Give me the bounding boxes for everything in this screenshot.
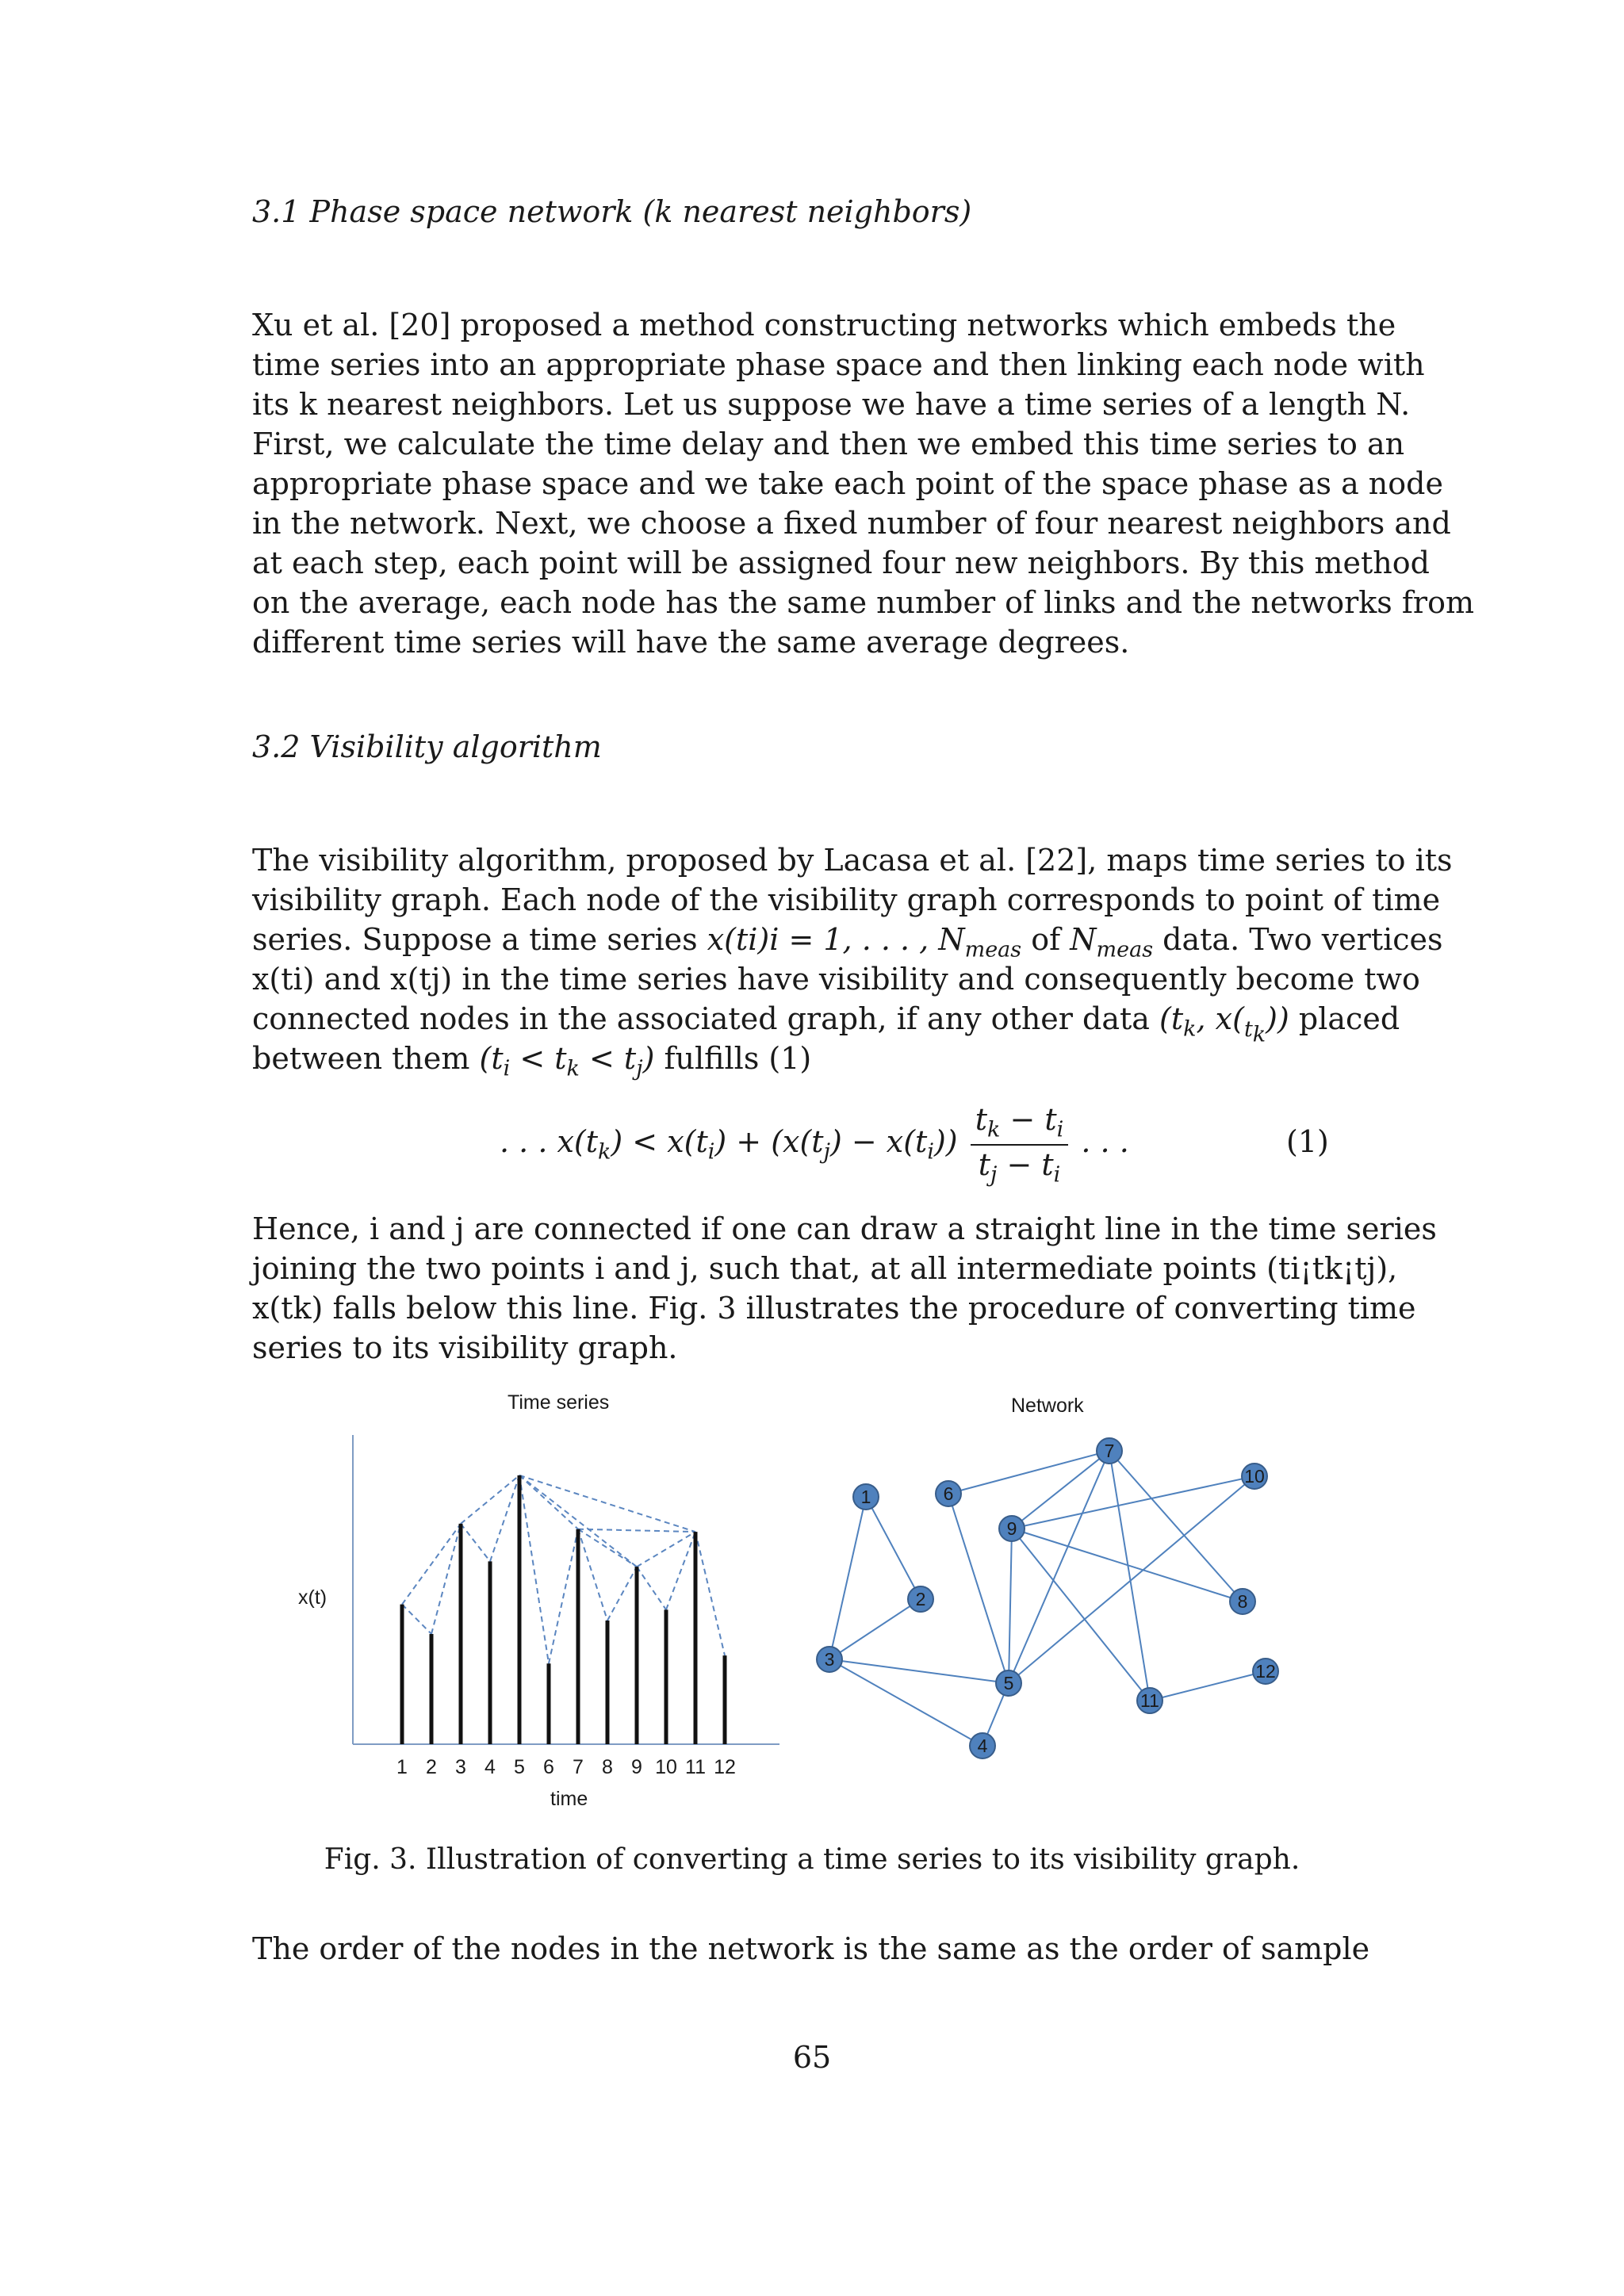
node-label: 7 xyxy=(1104,1441,1115,1461)
text-fragment: connected nodes in the associated graph, if any other data xyxy=(252,1001,1150,1036)
visibility-link xyxy=(431,1524,461,1634)
page-number: 65 xyxy=(792,2040,832,2075)
network-edge xyxy=(829,1659,982,1746)
text-line: different time series will have the same average degrees. xyxy=(252,625,1130,660)
section-heading-3-1: 3.1 Phase space network (k nearest neighbors) xyxy=(252,194,972,229)
text-line: series to its visibility graph. xyxy=(252,1330,678,1365)
math-subscript: meas xyxy=(1096,937,1154,962)
node-label: 2 xyxy=(915,1589,926,1609)
paragraph-phase-space xyxy=(252,305,1474,662)
equation-1: . . . $x(t_k) < x(t_i) + (x(t_j) - x(t_i))$ $\frac{t_k - t_i}{t_j - t_i}$ . . . xyxy=(500,1102,1129,1188)
text-line: on the average, each node has the same number of links and the networks from xyxy=(252,585,1474,620)
node-label: 12 xyxy=(1255,1661,1276,1682)
eq-fraction: $\frac{t_k - t_i}{t_j - t_i}$ xyxy=(971,1102,1069,1187)
y-axis-label: x(t) xyxy=(298,1586,327,1609)
equation-number: (1) xyxy=(1286,1124,1329,1159)
visibility-link xyxy=(519,1475,578,1529)
x-tick-label: 2 xyxy=(426,1756,437,1778)
x-tick-label: 1 xyxy=(396,1756,408,1778)
network-edge xyxy=(1109,1451,1150,1701)
node-label: 4 xyxy=(977,1735,988,1756)
network-title: Network xyxy=(1011,1395,1084,1417)
x-tick-label: 10 xyxy=(655,1756,677,1778)
text-line: The visibility algorithm, proposed by Lacasa et al. [22], maps time series to its xyxy=(252,843,1453,878)
text-line: The order of the nodes in the network is the same as the order of sample xyxy=(252,1931,1370,1966)
x-tick-label: 12 xyxy=(714,1756,736,1778)
visibility-link xyxy=(666,1532,695,1609)
text-fragment: of xyxy=(1031,922,1061,957)
network-edge xyxy=(1006,1451,1109,1683)
eq-denominator: t xyxy=(978,1146,990,1182)
text-line: Xu et al. [20] proposed a method constructing networks which embeds the xyxy=(252,308,1396,342)
x-tick-label: 6 xyxy=(543,1756,554,1778)
paragraph-final xyxy=(252,1929,1370,1969)
x-tick-label: 4 xyxy=(485,1756,496,1778)
paragraph-visibility-continued xyxy=(252,1209,1437,1368)
visibility-link xyxy=(461,1475,519,1524)
network-edge xyxy=(1150,1671,1266,1701)
text-line-math xyxy=(252,920,1443,962)
visibility-link xyxy=(402,1524,461,1605)
visibility-link xyxy=(578,1529,637,1567)
x-tick-label: 5 xyxy=(514,1756,525,1778)
text-line-math xyxy=(252,999,1400,1047)
math-subscript: meas xyxy=(964,937,1022,962)
figure-3 xyxy=(0,1380,1624,1823)
paragraph-visibility xyxy=(252,840,1453,1081)
visibility-link xyxy=(637,1532,695,1567)
network-edge xyxy=(866,1497,921,1599)
visibility-link xyxy=(519,1475,695,1532)
visibility-link xyxy=(402,1605,431,1634)
text-line: joining the two points i and j, such that, at all intermediate points (ti¡tk¡tj), xyxy=(252,1251,1398,1286)
math-inline: ($t_k$, $x(_{t_k})$) xyxy=(1159,1001,1289,1047)
visibility-link xyxy=(578,1529,607,1621)
network-edge xyxy=(948,1451,1109,1494)
visibility-link xyxy=(549,1529,578,1664)
text-line: First, we calculate the time delay and then we embed this time series to an xyxy=(252,427,1405,461)
math-inline: x(ti)i = 1, . . . , N xyxy=(707,922,965,957)
section-heading-3-2: 3.2 Visibility algorithm xyxy=(252,729,602,764)
text-line: visibility graph. Each node of the visibility graph corresponds to point of time xyxy=(252,882,1441,917)
text-line: in the network. Next, we choose a fixed number of four nearest neighbors and xyxy=(252,506,1451,541)
network-edge xyxy=(1006,1476,1254,1683)
x-tick-label: 11 xyxy=(685,1756,706,1778)
visibility-link xyxy=(637,1567,666,1609)
x-tick-label: 9 xyxy=(631,1756,642,1778)
eq-part: . . . xyxy=(1081,1124,1129,1160)
eq-part: ) < x(t xyxy=(611,1124,708,1160)
network-edges xyxy=(829,1451,1266,1746)
time-series-title: Time series xyxy=(508,1391,610,1414)
eq-part: )) xyxy=(933,1124,958,1160)
node-label: 5 xyxy=(1003,1673,1014,1693)
network-edge xyxy=(1012,1451,1109,1529)
eq-part: . . . x(t xyxy=(500,1124,599,1160)
network-edge xyxy=(948,1494,1009,1683)
node-label: 1 xyxy=(860,1487,871,1507)
visibility-link xyxy=(578,1529,695,1532)
node-label: 3 xyxy=(824,1649,835,1670)
network-edge xyxy=(1012,1529,1243,1601)
figure-caption: Fig. 3. Illustration of converting a time series to its visibility graph. xyxy=(324,1843,1300,1876)
x-axis-label: time xyxy=(550,1788,588,1810)
text-line: Hence, i and j are connected if one can draw a straight line in the time series xyxy=(252,1211,1437,1246)
x-tick-label: 3 xyxy=(455,1756,466,1778)
math-inline: N xyxy=(1070,922,1097,957)
visibility-links xyxy=(402,1475,725,1663)
network-edge xyxy=(829,1659,1009,1683)
text-fragment: series. Suppose a time series xyxy=(252,922,698,957)
network-edge xyxy=(1009,1529,1012,1683)
visibility-link xyxy=(461,1524,490,1561)
eq-part: ) + (x(t xyxy=(714,1124,824,1160)
text-line: its k nearest neighbors. Let us suppose we have a time series of a length N. xyxy=(252,387,1411,422)
visibility-link xyxy=(607,1567,637,1621)
node-label: 10 xyxy=(1244,1466,1265,1487)
text-line: time series into an appropriate phase space and then linking each node with xyxy=(252,347,1425,382)
node-label: 9 xyxy=(1006,1518,1017,1539)
eq-numerator: t xyxy=(975,1102,987,1137)
text-fragment: placed xyxy=(1298,1001,1400,1036)
eq-part: ) − x(t xyxy=(829,1124,928,1160)
network-edge xyxy=(1012,1529,1150,1701)
x-tick-label: 8 xyxy=(602,1756,613,1778)
text-line-math xyxy=(252,1039,1329,1081)
math-inline: $(t_i < t_k < t_j)$ xyxy=(479,1041,655,1081)
text-fragment: fulfills (1) xyxy=(664,1041,812,1076)
node-label: 11 xyxy=(1140,1690,1159,1711)
text-fragment: data. Two vertices xyxy=(1162,922,1443,957)
x-tick-labels xyxy=(396,1756,736,1778)
visibility-link xyxy=(695,1532,725,1655)
network-edge xyxy=(1012,1476,1254,1529)
network-edge xyxy=(829,1599,921,1659)
text-line: x(tk) falls below this line. Fig. 3 illustrates the procedure of converting time xyxy=(252,1291,1416,1326)
text-line: appropriate phase space and we take each point of the space phase as a node xyxy=(252,466,1443,501)
x-tick-label: 7 xyxy=(573,1756,584,1778)
visibility-link xyxy=(490,1475,519,1562)
text-line: x(ti) and x(tj) in the time series have visibility and consequently become two xyxy=(252,962,1420,997)
visibility-link xyxy=(519,1475,549,1663)
text-line: at each step, each point will be assigned four new neighbors. By this method xyxy=(252,545,1430,580)
text-fragment: between them xyxy=(252,1041,470,1076)
node-label: 8 xyxy=(1237,1591,1248,1612)
node-label: 6 xyxy=(943,1483,954,1504)
network-edge xyxy=(829,1497,866,1659)
